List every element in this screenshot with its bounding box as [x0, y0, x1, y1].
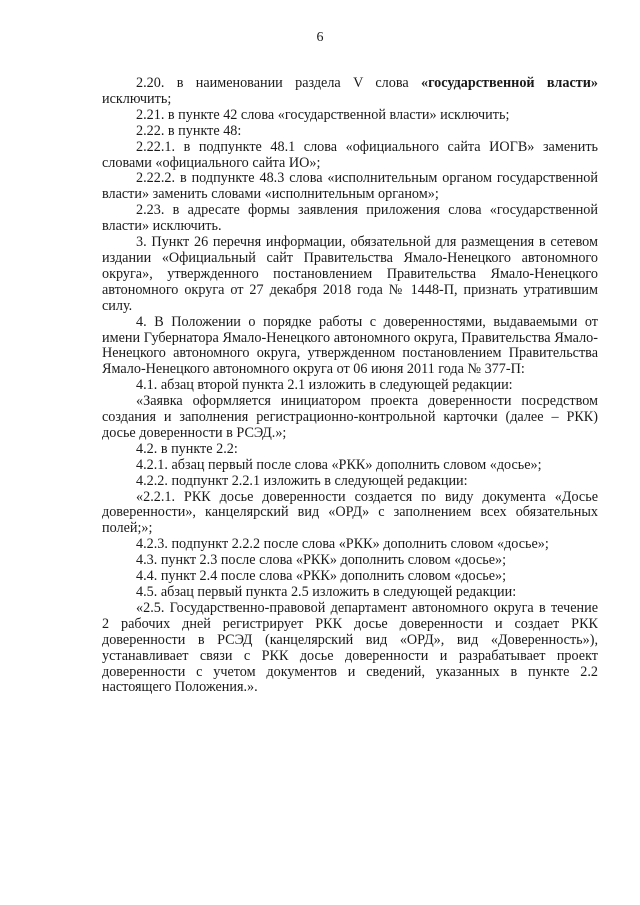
paragraph-4-2-2-quote: «2.2.1. РКК досье доверенности создается по виду документа «Досье доверенности», канцелярский вид «ОРД» с заполнением всех обязательных полей;»;	[102, 488, 598, 537]
paragraph-4-2-3: 4.2.3. подпункт 2.2.2 после слова «РКК» дополнить словом «досье»;	[136, 536, 549, 553]
paragraph-2-22: 2.22. в пункте 48:	[136, 122, 242, 139]
paragraph-2-22-2: 2.22.2. в подпункте 48.3 слова «исполнительным органом государственной власти» заменить словами «исполнительным органом»;	[102, 170, 598, 203]
paragraph-2-20-pre: 2.20. в наименовании раздела V слова	[136, 75, 421, 91]
paragraph-4-2: 4.2. в пункте 2.2:	[136, 440, 238, 457]
paragraph-3: 3. Пункт 26 перечня информации, обязательной для размещения в сетевом издании «Официальный сайт Правительства Ямало-Ненецкого автономного округа», утвержденного постановлением Правительства Ямало-Ненецкого автономного округа от 27 декабря 2018 года № 1448-П, признать утратившим силу.	[102, 234, 598, 314]
paragraph-4-2-1: 4.2.1. абзац первый после слова «РКК» дополнить словом «досье»;	[136, 456, 542, 473]
paragraph-4-5-quote: «2.5. Государственно-правовой департамент автономного округа в течение 2 рабочих дней регистрирует РКК досье доверенности и создает РКК доверенности в РСЭД (канцелярский вид «ОРД», вид «Доверенность»), устанавливает связи с РКК досье доверенности и разрабатывает проект доверенности с учетом документов и сведений, указанных в пункте 2.2 настоящего Положения.».	[102, 599, 598, 696]
paragraph-4-4: 4.4. пункт 2.4 после слова «РКК» дополнить словом «досье»;	[136, 568, 507, 585]
document-body	[102, 76, 598, 696]
paragraph-4: 4. В Положении о порядке работы с доверенностями, выдаваемыми от имени Губернатора Ямало-Ненецкого автономного округа, Правительства Ямало-Ненецкого автономного округа, утвержденном постановлением Правительства Ямало-Ненецкого автономного округа от 06 июня 2011 года № 377-П:	[102, 313, 598, 378]
paragraph-2-20-bold: «государственной власти»	[421, 75, 598, 91]
paragraph-2-21: 2.21. в пункте 42 слова «государственной власти» исключить;	[136, 106, 510, 123]
page-number: 6	[316, 30, 324, 45]
paragraph-2-22-1: 2.22.1. в подпункте 48.1 слова «официального сайта ИОГВ» заменить словами «официального сайта ИО»;	[102, 138, 598, 171]
paragraph-2-23: 2.23. в адресате формы заявления приложения слова «государственной власти» исключить.	[102, 202, 598, 235]
paragraph-4-5: 4.5. абзац первый пункта 2.5 изложить в следующей редакции:	[136, 584, 517, 600]
paragraph-4-1: 4.1. абзац второй пункта 2.1 изложить в следующей редакции:	[136, 377, 513, 394]
paragraph-4-3: 4.3. пункт 2.3 после слова «РКК» дополнить словом «досье»;	[136, 552, 507, 569]
paragraph-4-2-2: 4.2.2. подпункт 2.2.1 изложить в следующей редакции:	[136, 472, 468, 489]
paragraph-2-20-post: исключить;	[102, 90, 172, 107]
paragraph-2-20	[102, 76, 598, 108]
paragraph-4-1-quote: «Заявка оформляется инициатором проекта доверенности посредством создания и заполнения регистрационно-контрольной карточки (далее – РКК) досье доверенности в РСЭД.»;	[102, 393, 598, 441]
